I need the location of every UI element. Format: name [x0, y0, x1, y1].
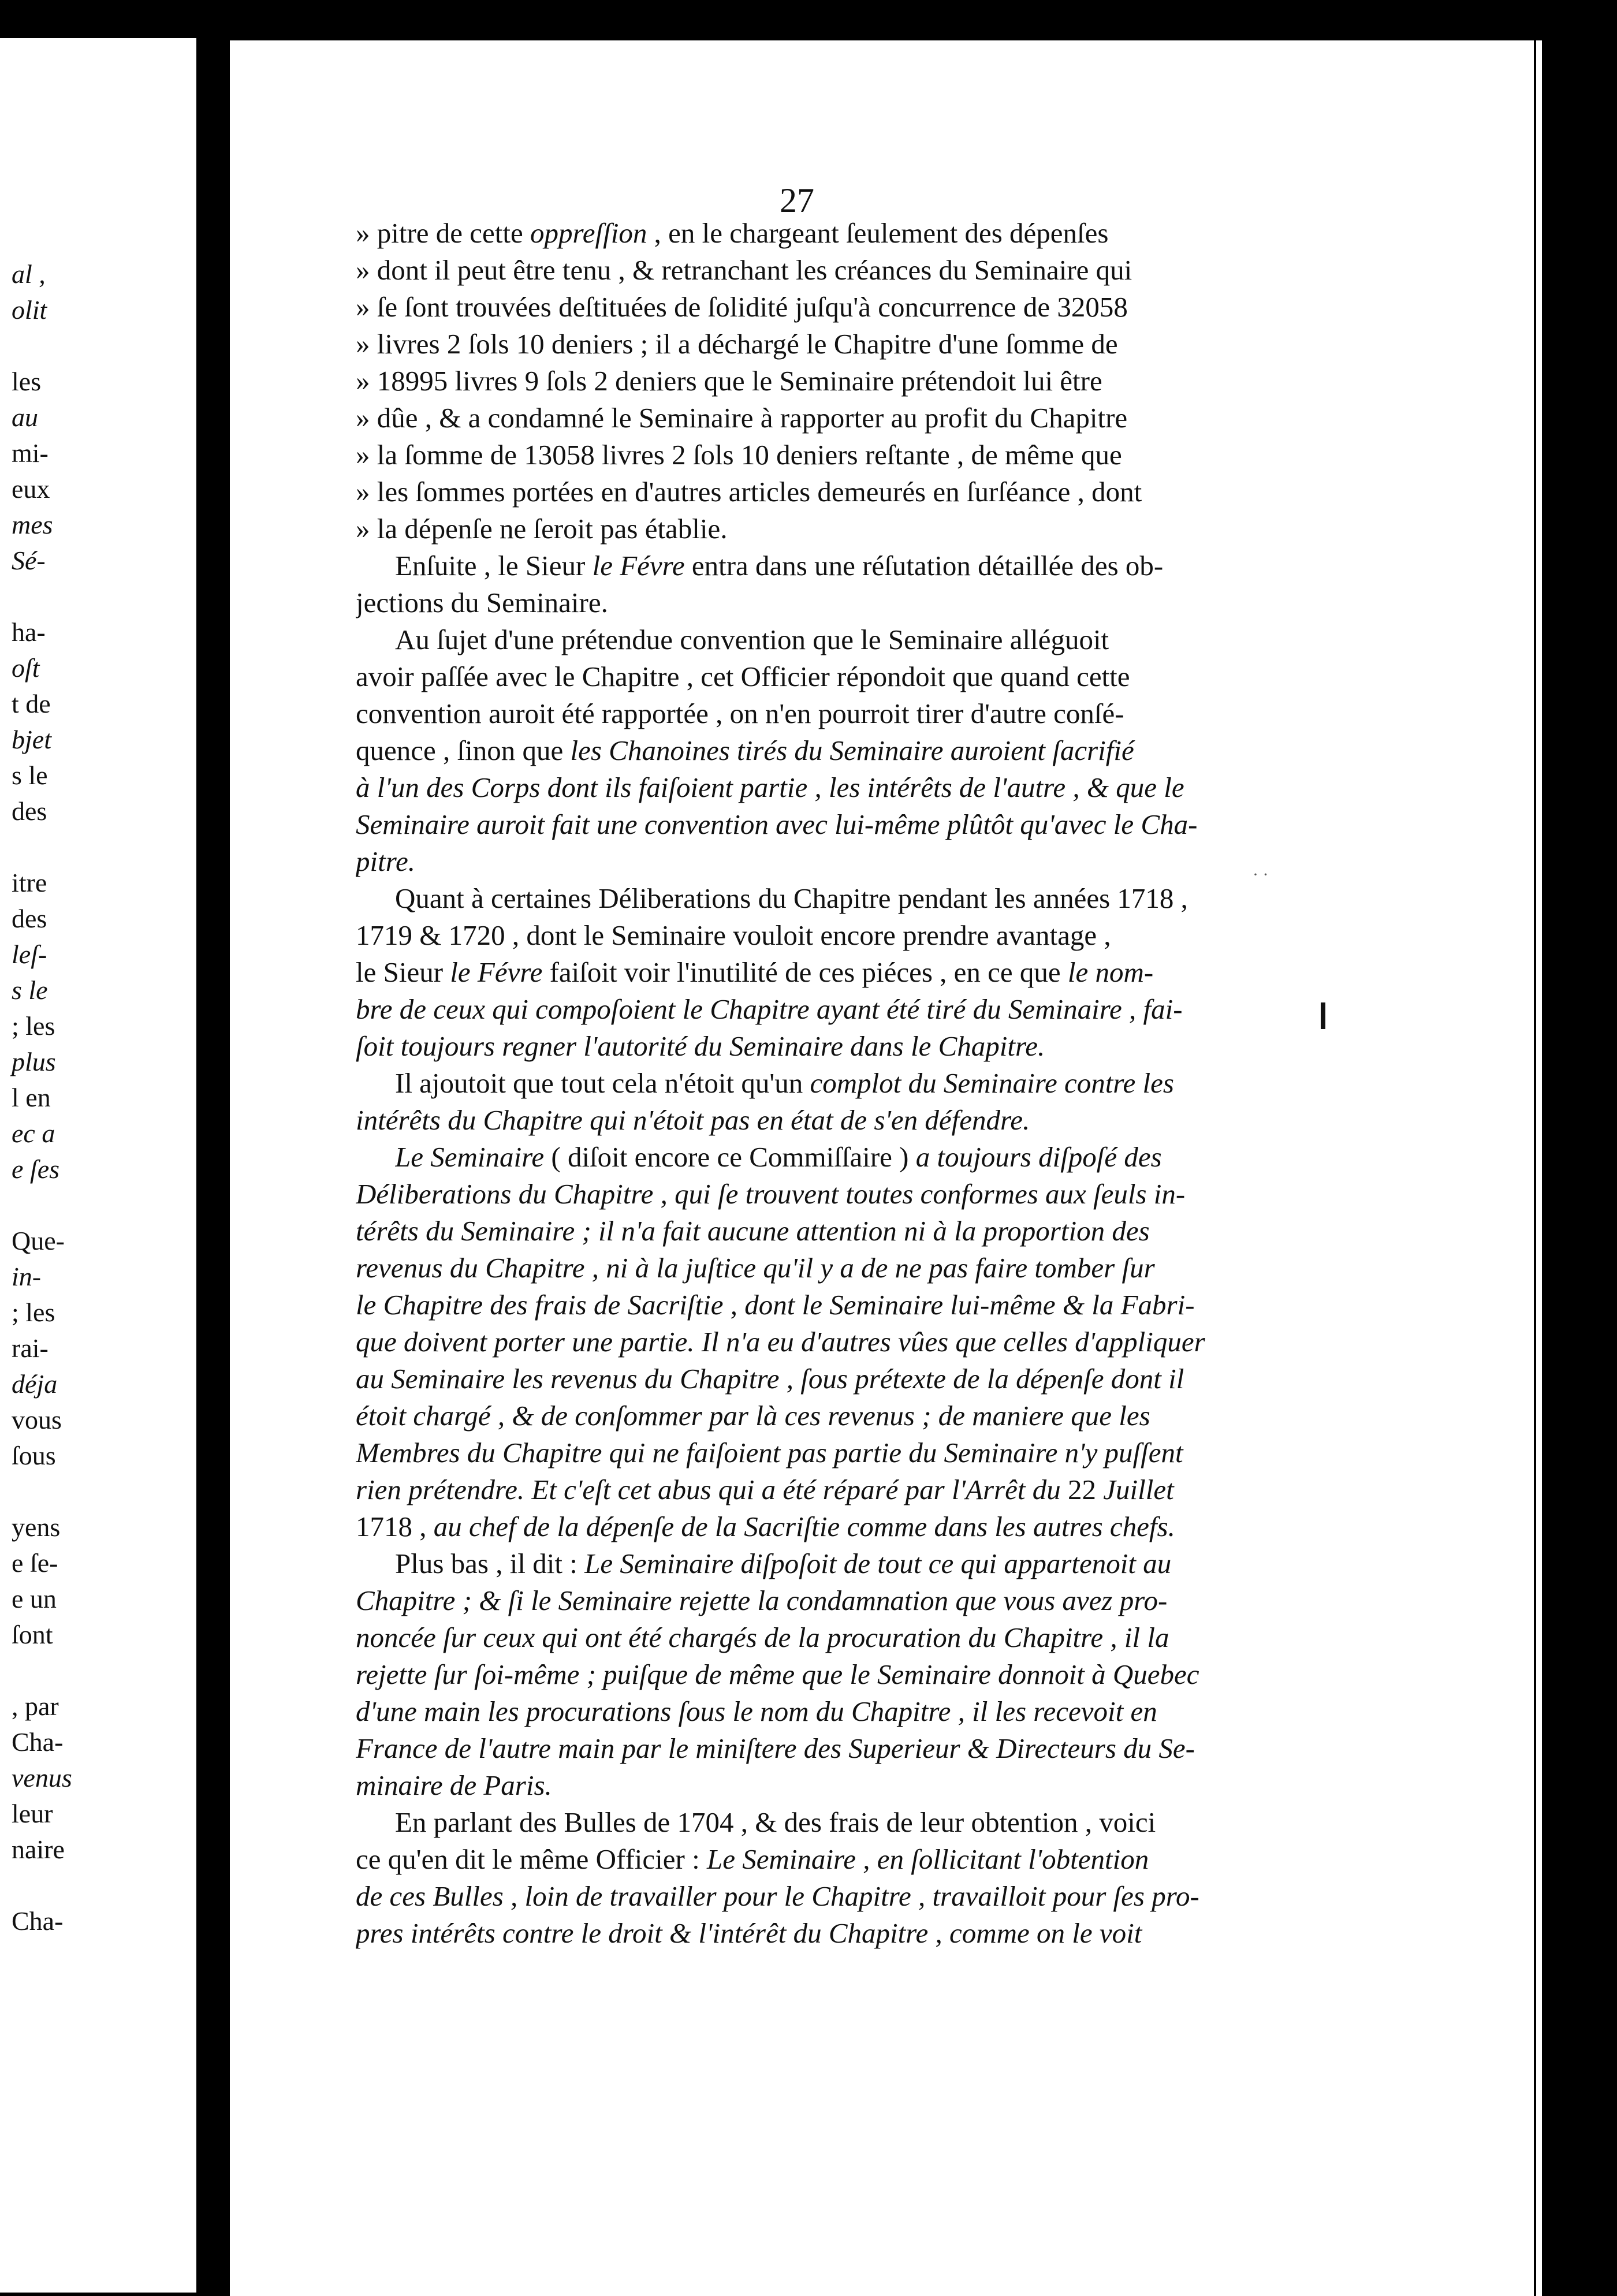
scan-border-right	[1534, 0, 1617, 2296]
text-line: le Sieur le Févre faiſoit voir l'inutilité de ces piéces , en ce que le nom-	[356, 956, 1154, 988]
left-page-fragment: s le	[12, 975, 48, 1005]
left-page-fragment: des	[12, 904, 47, 933]
left-page-fragment: leſ-	[12, 940, 47, 969]
text-line: pres intérêts contre le droit & l'intérêt du Chapitre , comme on le voit	[356, 1917, 1142, 1949]
text-line: le Chapitre des frais de Sacriſtie , dont le Seminaire lui-même & la Fabri-	[356, 1289, 1195, 1321]
text-line: quence , ſinon que les Chanoines tirés du Seminaire auroient ſacrifié	[356, 735, 1134, 766]
left-page-fragment: venus	[12, 1763, 72, 1792]
left-page-fragment: Cha-	[12, 1906, 64, 1936]
text-line: convention auroit été rapportée , on n'en pourroit tirer d'autre conſé-	[356, 698, 1124, 729]
text-line: En parlant des Bulles de 1704 , & des frais de leur obtention , voici	[395, 1806, 1156, 1838]
text-line: Plus bas , il dit : Le Seminaire diſpoſoit de tout ce qui appartenoit au	[395, 1548, 1172, 1579]
left-page-fragment: ec a	[12, 1119, 55, 1148]
text-line: Enſuite , le Sieur le Févre entra dans une réſutation détaillée des ob-	[395, 550, 1164, 582]
left-page-fragment: ha-	[12, 617, 46, 647]
text-line: ſoit toujours regner l'autorité du Seminaire dans le Chapitre.	[356, 1030, 1045, 1062]
left-page-fragment: olit	[12, 295, 47, 325]
text-line: » la dépenſe ne ſeroit pas établie.	[356, 513, 728, 545]
right-page	[230, 40, 1534, 2296]
left-page-fragment: ; les	[12, 1298, 55, 1327]
left-page-fragment: plus	[12, 1047, 56, 1076]
left-page-fragment: les	[12, 367, 42, 396]
text-line: Le Seminaire ( diſoit encore ce Commiſſaire ) a toujours diſpoſé des	[395, 1141, 1162, 1173]
page-edge-line	[1536, 40, 1542, 2296]
text-line: 1719 & 1720 , dont le Seminaire vouloit encore prendre avantage ,	[356, 919, 1111, 951]
left-page-fragment: Que-	[12, 1226, 65, 1255]
text-line: » la ſomme de 13058 livres 2 ſols 10 deniers reſtante , de même que	[356, 439, 1122, 471]
left-page-fragment: au	[12, 402, 38, 432]
text-line: France de l'autre main par le miniſtere des Superieur & Directeurs du Se-	[356, 1732, 1195, 1764]
left-page-fragment: yens	[12, 1512, 61, 1542]
left-page-fragment: al ,	[12, 259, 46, 289]
left-page-fragment: ſous	[12, 1441, 56, 1470]
text-line: 1718 , au chef de la dépenſe de la Sacriſtie comme dans les autres chefs.	[356, 1511, 1175, 1542]
text-line: à l'un des Corps dont ils faiſoient partie , les intérêts de l'autre , & que le	[356, 771, 1184, 803]
left-page-fragment: , par	[12, 1691, 59, 1721]
text-line: d'une main les procurations ſous le nom du Chapitre , il les recevoit en	[356, 1695, 1157, 1727]
left-page-fragment: Cha-	[12, 1727, 64, 1757]
margin-mark	[1321, 1002, 1325, 1029]
left-page-fragment: l en	[12, 1083, 51, 1112]
text-line: » les ſommes portées en d'autres articles demeurés en ſurſéance , dont	[356, 476, 1142, 508]
text-line: » dûe , & a condamné le Seminaire à rapporter au profit du Chapitre	[356, 402, 1128, 434]
text-line: térêts du Seminaire ; il n'a fait aucune attention ni à la proportion des	[356, 1215, 1150, 1247]
left-page-fragment: mi-	[12, 438, 49, 468]
text-line: rien prétendre. Et c'eſt cet abus qui a été réparé par l'Arrêt du 22 Juillet	[356, 1474, 1174, 1505]
left-page-fragment: leur	[12, 1799, 53, 1828]
text-line: rejette ſur ſoi-même ; puiſque de même que le Seminaire donnoit à Quebec	[356, 1658, 1199, 1690]
text-line: noncée ſur ceux qui ont été chargés de la procuration du Chapitre , il la	[356, 1622, 1169, 1653]
left-page-fragment: naire	[12, 1835, 65, 1864]
text-line: de ces Bulles , loin de travailler pour le Chapitre , travailloit pour ſes pro-	[356, 1880, 1199, 1912]
left-page-fragment: in-	[12, 1262, 42, 1291]
text-line: » dont il peut être tenu , & retranchant les créances du Seminaire qui	[356, 254, 1132, 286]
text-line: Déliberations du Chapitre , qui ſe trouvent toutes conformes aux ſeuls in-	[356, 1178, 1186, 1210]
left-page-fragment: vous	[12, 1405, 62, 1434]
left-page-fragment: des	[12, 796, 47, 826]
text-line: que doivent porter une partie. Il n'a eu d'autres vûes que celles d'appliquer	[356, 1326, 1205, 1358]
text-line: jections du Seminaire.	[356, 587, 608, 618]
left-page-fragment: itre	[12, 868, 47, 897]
text-line: étoit chargé , & de conſommer par là ces revenus ; de maniere que les	[356, 1400, 1150, 1432]
text-line: Quant à certaines Déliberations du Chapitre pendant les années 1718 ,	[395, 882, 1188, 914]
left-page-fragment: ; les	[12, 1011, 55, 1041]
left-page-fragment: oſt	[12, 653, 40, 683]
left-page-fragment: eux	[12, 474, 50, 504]
text-line: Membres du Chapitre qui ne faiſoient pas partie du Seminaire n'y puſſent	[356, 1437, 1183, 1468]
left-page-fragment: rai-	[12, 1333, 49, 1363]
text-line: pitre.	[356, 845, 415, 877]
left-page-fragment: s le	[12, 761, 48, 790]
text-line: au Seminaire les revenus du Chapitre , ſous prétexte de la dépenſe dont il	[356, 1363, 1184, 1395]
page-number: 27	[780, 181, 814, 219]
text-line: ce qu'en dit le même Officier : Le Seminaire , en ſollicitant l'obtention	[356, 1843, 1149, 1875]
left-page-fragment: e un	[12, 1584, 57, 1613]
text-line: Chapitre ; & ſi le Seminaire rejette la condamnation que vous avez pro-	[356, 1585, 1168, 1616]
left-page-fragment: e ſes	[12, 1154, 60, 1184]
left-page-fragment: ſont	[12, 1620, 53, 1649]
text-line: » ſe ſont trouvées deſtituées de ſolidité juſqu'à concurrence de 32058	[356, 291, 1128, 323]
left-page-margin	[0, 38, 196, 2293]
text-line: Au ſujet d'une prétendue convention que le Seminaire alléguoit	[395, 624, 1109, 655]
text-line: minaire de Paris.	[356, 1769, 552, 1801]
left-page-fragment: e ſe-	[12, 1548, 58, 1578]
text-line: intérêts du Chapitre qui n'étoit pas en état de s'en défendre.	[356, 1104, 1030, 1136]
left-page-fragment: mes	[12, 510, 53, 539]
left-page-fragment: t de	[12, 689, 51, 718]
left-page-fragment: Sé-	[12, 546, 46, 575]
text-line: » 18995 livres 9 ſols 2 deniers que le Seminaire prétendoit lui être	[356, 365, 1102, 397]
text-line: » livres 2 ſols 10 deniers ; il a déchargé le Chapitre d'une ſomme de	[356, 328, 1118, 360]
margin-dots: · ·	[1253, 865, 1269, 884]
text-line: avoir paſſée avec le Chapitre , cet Officier répondoit que quand cette	[356, 661, 1130, 692]
text-line: bre de ceux qui compoſoient le Chapitre ayant été tiré du Seminaire , fai-	[356, 993, 1183, 1025]
text-line: » pitre de cette oppreſſion , en le chargeant ſeulement des dépenſes	[356, 217, 1109, 249]
left-page-fragment: bjet	[12, 725, 51, 754]
left-page-fragment: déja	[12, 1369, 58, 1399]
text-line: Il ajoutoit que tout cela n'étoit qu'un complot du Seminaire contre les	[395, 1067, 1174, 1099]
text-line: revenus du Chapitre , ni à la juſtice qu'il y a de ne pas faire tomber ſur	[356, 1252, 1155, 1284]
text-line: Seminaire auroit fait une convention avec lui-même plûtôt qu'avec le Cha-	[356, 808, 1198, 840]
